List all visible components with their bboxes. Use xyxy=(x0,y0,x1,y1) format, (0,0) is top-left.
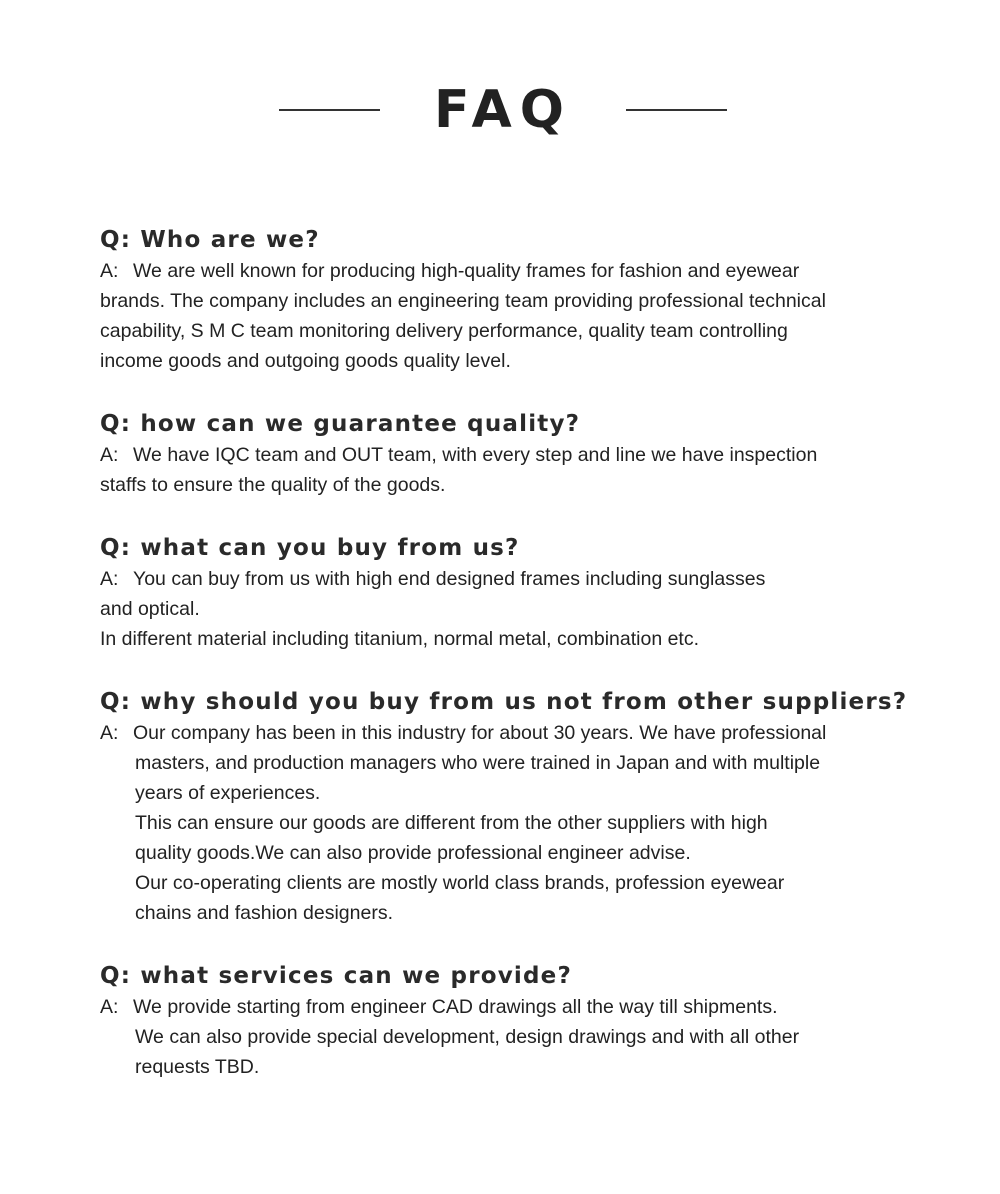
answer-line: chains and fashion designers. xyxy=(135,902,394,924)
answer-prefix: A: xyxy=(100,568,119,590)
answer-line: This can ensure our goods are different from the other suppliers with high xyxy=(135,812,768,834)
faq-list xyxy=(100,224,920,1114)
answer-line xyxy=(100,440,920,470)
answer-line: staffs to ensure the quality of the goods. xyxy=(100,474,446,496)
answer-prefix: A: xyxy=(100,444,119,466)
faq-question: Q: how can we guarantee quality? xyxy=(100,411,581,437)
faq-question: Q: what can you buy from us? xyxy=(100,535,520,561)
faq-item-why-us xyxy=(100,686,920,928)
answer-text: We have IQC team and OUT team, with every step and line we have inspection xyxy=(133,444,818,466)
answer-line: income goods and outgoing goods quality level. xyxy=(100,350,511,372)
answer-prefix: A: xyxy=(100,996,119,1018)
answer-text: You can buy from us with high end designed frames including sunglasses xyxy=(133,568,766,590)
answer-line: years of experiences. xyxy=(135,782,321,804)
answer-prefix: A: xyxy=(100,722,119,744)
answer-line xyxy=(100,992,920,1022)
faq-answer xyxy=(100,256,920,376)
faq-answer xyxy=(100,564,920,654)
faq-item-services xyxy=(100,960,920,1082)
answer-line xyxy=(100,256,920,286)
faq-answer xyxy=(100,718,920,928)
answer-line: In different material including titanium, normal metal, combination etc. xyxy=(100,628,700,650)
header-divider-right xyxy=(626,109,727,111)
answer-line xyxy=(100,564,920,594)
answer-line: brands. The company includes an engineering team providing professional technical xyxy=(100,290,826,312)
faq-item-who-are-we xyxy=(100,224,920,376)
answer-line: Our co-operating clients are mostly world class brands, profession eyewear xyxy=(135,872,785,894)
answer-text: We are well known for producing high-quality frames for fashion and eyewear xyxy=(133,260,800,282)
answer-text: We provide starting from engineer CAD drawings all the way till shipments. xyxy=(133,996,778,1018)
faq-question: Q: what services can we provide? xyxy=(100,963,573,989)
faq-item-what-to-buy xyxy=(100,532,920,654)
faq-header xyxy=(0,80,1000,140)
answer-line xyxy=(100,718,920,748)
answer-prefix: A: xyxy=(100,260,119,282)
answer-line: quality goods.We can also provide professional engineer advise. xyxy=(135,842,691,864)
page-title: FAQ xyxy=(433,80,572,140)
answer-line: and optical. xyxy=(100,598,200,620)
answer-line: We can also provide special development, design drawings and with all other xyxy=(135,1026,800,1048)
answer-line: requests TBD. xyxy=(135,1056,260,1078)
faq-question: Q: Who are we? xyxy=(100,227,320,253)
answer-text: Our company has been in this industry for about 30 years. We have professional xyxy=(133,722,827,744)
faq-question: Q: why should you buy from us not from other suppliers? xyxy=(100,689,908,715)
faq-item-guarantee-quality xyxy=(100,408,920,500)
answer-line: capability, S M C team monitoring delivery performance, quality team controlling xyxy=(100,320,788,342)
faq-answer xyxy=(100,992,920,1082)
faq-answer xyxy=(100,440,920,500)
answer-line: masters, and production managers who were trained in Japan and with multiple xyxy=(135,752,821,774)
